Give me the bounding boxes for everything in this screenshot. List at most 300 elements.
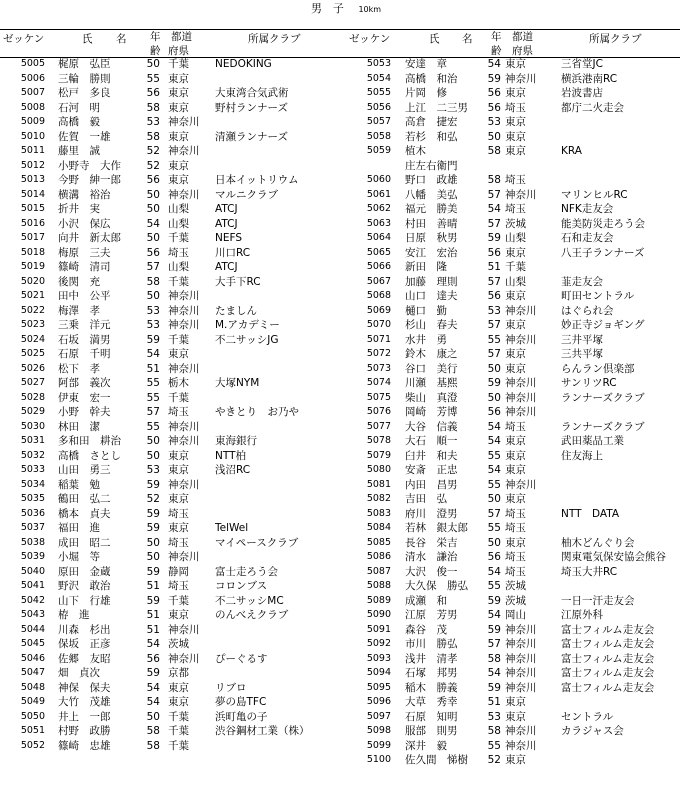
bib-cell: 5049 xyxy=(20,696,45,707)
pref-cell: 東京 xyxy=(505,696,526,708)
age-cell: 56 xyxy=(146,246,160,259)
age-cell: 56 xyxy=(487,101,501,114)
pref-cell: 神奈川 xyxy=(168,478,200,491)
bib-cell: 5080 xyxy=(366,464,391,475)
name-cell: 臼井 和夫 xyxy=(405,449,458,462)
name-cell: 村野 政勝 xyxy=(58,725,111,737)
bib-cell: 5022 xyxy=(20,304,45,316)
bib-cell: 5031 xyxy=(20,435,45,446)
age-cell: 59 xyxy=(487,594,501,607)
bib-cell: 5010 xyxy=(20,130,45,142)
pref-cell: 茨城 xyxy=(168,638,189,650)
pref-cell: 栃木 xyxy=(168,377,189,389)
age-cell: 59 xyxy=(487,232,501,244)
age-cell: 56 xyxy=(146,87,160,99)
pref-cell: 千葉 xyxy=(168,594,189,607)
bib-cell: 5050 xyxy=(20,710,45,722)
bib-cell: 5012 xyxy=(20,159,45,171)
age-cell: 59 xyxy=(487,377,501,389)
bib-cell: 5029 xyxy=(20,406,45,417)
age-cell: 55 xyxy=(146,72,160,85)
bib-cell: 5037 xyxy=(20,522,45,533)
age-cell: 54 xyxy=(146,217,160,230)
pref-cell: 埼玉 xyxy=(505,565,526,578)
name-cell: 後関 充 xyxy=(58,275,100,288)
club-cell: 三共平塚 xyxy=(561,348,603,360)
name-cell: 石坂 満男 xyxy=(58,333,111,346)
name-cell: 小野 幹夫 xyxy=(58,406,111,418)
bib-cell: 5084 xyxy=(366,522,391,533)
header-age-bottom: 齢 xyxy=(150,45,161,57)
pref-cell: 東京 xyxy=(168,159,189,172)
bib-cell: 5041 xyxy=(20,580,45,591)
name-cell: 大竹 茂雄 xyxy=(58,696,111,708)
name-cell: 市川 勝弘 xyxy=(405,638,458,650)
bib-cell: 5087 xyxy=(366,565,391,577)
pref-cell: 神奈川 xyxy=(505,739,537,752)
age-cell: 50 xyxy=(487,536,501,549)
bib-cell: 5083 xyxy=(366,507,391,519)
club-cell: 住友海上 xyxy=(561,449,603,462)
pref-cell: 千葉 xyxy=(168,333,189,346)
pref-cell: 東京 xyxy=(505,754,526,766)
name-cell: 石原 千明 xyxy=(58,348,111,360)
pref-cell: 神奈川 xyxy=(168,551,200,563)
bib-cell: 5064 xyxy=(366,232,391,243)
name-cell: 福元 勝美 xyxy=(405,203,458,215)
header-name-a: 氏 xyxy=(82,33,93,45)
bib-cell: 5054 xyxy=(366,72,391,84)
pref-cell: 神奈川 xyxy=(505,638,537,650)
name-cell: 山下 行雄 xyxy=(58,594,111,607)
name-cell: 庄左右衛門 xyxy=(405,159,458,172)
pref-cell: 千葉 xyxy=(168,58,189,70)
bib-cell: 5100 xyxy=(366,754,391,765)
name-cell: 三輪 勝則 xyxy=(58,72,111,85)
bib-cell: 5013 xyxy=(20,174,45,185)
name-cell: 野口 政雄 xyxy=(405,174,458,186)
club-cell: 不二サッシJG xyxy=(215,333,279,346)
pref-cell: 神奈川 xyxy=(168,319,200,331)
bib-cell: 5096 xyxy=(366,696,391,707)
age-cell: 59 xyxy=(146,478,160,491)
bib-cell: 5028 xyxy=(20,391,45,403)
age-cell: 51 xyxy=(146,623,160,636)
bib-cell: 5052 xyxy=(20,739,45,751)
club-cell: ぴーぐるす xyxy=(215,652,268,665)
bib-cell: 5068 xyxy=(366,290,391,301)
age-cell: 52 xyxy=(146,145,160,157)
name-cell: 石河 明 xyxy=(58,101,100,114)
name-cell: 川瀬 基熙 xyxy=(405,377,458,389)
club-cell: NEDOKING xyxy=(215,58,272,70)
pref-cell: 神奈川 xyxy=(505,333,537,346)
name-cell: 加藤 理則 xyxy=(405,275,458,288)
club-cell: 関東電気保安協会熊谷 xyxy=(561,551,666,563)
name-cell: 長谷 栄吉 xyxy=(405,536,458,549)
bib-cell: 5098 xyxy=(366,725,391,736)
pref-cell: 埼玉 xyxy=(505,420,526,433)
bib-cell: 5099 xyxy=(366,739,391,751)
name-cell: 石原 知明 xyxy=(405,710,458,723)
name-cell: 大石 順一 xyxy=(405,435,458,447)
pref-cell: 茨城 xyxy=(505,594,526,607)
pref-cell: 山梨 xyxy=(168,203,189,215)
bib-cell: 5067 xyxy=(366,275,391,287)
bib-cell: 5020 xyxy=(20,275,45,287)
pref-cell: 山梨 xyxy=(505,232,526,244)
bib-cell: 5025 xyxy=(20,348,45,359)
name-cell: 鶴田 弘二 xyxy=(58,493,111,505)
club-cell: KRA xyxy=(561,145,582,157)
club-cell: NFK走友会 xyxy=(561,203,614,215)
club-cell: NTT柏 xyxy=(215,449,246,462)
header-name-b-right: 名 xyxy=(462,33,473,45)
pref-cell: 東京 xyxy=(505,435,526,447)
age-cell: 57 xyxy=(146,406,160,418)
club-cell: M.アカデミー xyxy=(215,319,280,331)
age-cell: 50 xyxy=(146,188,160,201)
age-cell: 50 xyxy=(146,551,160,563)
pref-cell: 東京 xyxy=(505,362,526,375)
club-cell: 大塚NYM xyxy=(215,377,260,389)
name-cell: 林田 潔 xyxy=(58,420,100,433)
club-cell: 三省堂JC xyxy=(561,58,603,70)
club-cell: 八王子ランナーズ xyxy=(561,246,645,259)
age-cell: 54 xyxy=(487,667,501,679)
title-distance: 10km xyxy=(358,5,382,14)
club-cell: 韮走友会 xyxy=(561,275,603,288)
name-cell: 梅澤 孝 xyxy=(58,304,100,317)
pref-cell: 東京 xyxy=(168,72,189,85)
name-cell: 橋本 貞夫 xyxy=(58,507,111,520)
club-cell: 三井平塚 xyxy=(561,333,603,346)
club-cell: 清瀬ランナーズ xyxy=(215,130,288,143)
age-cell: 53 xyxy=(146,116,160,128)
name-cell: 内田 昌男 xyxy=(405,478,458,491)
bib-cell: 5097 xyxy=(366,710,391,722)
bib-cell: 5071 xyxy=(366,333,391,345)
name-cell: 折井 実 xyxy=(58,203,100,215)
bib-cell: 5048 xyxy=(20,681,45,693)
age-cell: 59 xyxy=(146,522,160,534)
club-cell: 浜町亀の子 xyxy=(215,710,268,723)
bib-cell: 5030 xyxy=(20,420,45,432)
pref-cell: 東京 xyxy=(505,87,526,99)
header-age-top: 年 xyxy=(150,31,161,43)
pref-cell: 東京 xyxy=(168,493,189,505)
name-cell: 大沢 俊一 xyxy=(405,565,458,578)
club-cell: NEFS xyxy=(215,232,243,244)
pref-cell: 神奈川 xyxy=(505,681,537,694)
pref-cell: 神奈川 xyxy=(505,304,537,317)
pref-cell: 東京 xyxy=(168,449,189,462)
name-cell: 八幡 美弘 xyxy=(405,188,458,201)
pref-cell: 神奈川 xyxy=(168,362,200,375)
age-cell: 55 xyxy=(487,522,501,534)
name-cell: 小堀 等 xyxy=(58,551,100,563)
age-cell: 58 xyxy=(487,145,501,157)
club-cell: マルニクラブ xyxy=(215,188,278,201)
club-cell: セントラル xyxy=(561,710,614,723)
age-cell: 58 xyxy=(487,174,501,186)
header-rule-top xyxy=(0,29,680,30)
pref-cell: 埼玉 xyxy=(505,101,526,114)
bib-cell: 5006 xyxy=(20,72,45,84)
pref-cell: 東京 xyxy=(505,319,526,331)
pref-cell: 東京 xyxy=(168,464,189,476)
age-cell: 53 xyxy=(146,319,160,331)
pref-cell: 東京 xyxy=(168,522,189,534)
bib-cell: 5051 xyxy=(20,725,45,736)
pref-cell: 東京 xyxy=(168,609,189,621)
club-cell: 川口RC xyxy=(215,246,251,259)
name-cell: 府川 澄男 xyxy=(405,507,458,520)
club-cell: 大東湾合気武術 xyxy=(215,87,289,99)
name-cell: 川森 杉出 xyxy=(58,623,111,636)
club-cell: TelWel xyxy=(215,522,249,534)
bib-cell: 5021 xyxy=(20,290,45,301)
name-cell: 松戸 多良 xyxy=(58,87,111,99)
bib-cell: 5089 xyxy=(366,594,391,606)
header-pref-bottom: 府県 xyxy=(168,45,189,57)
pref-cell: 東京 xyxy=(505,493,526,505)
age-cell: 59 xyxy=(146,594,160,607)
pref-cell: 東京 xyxy=(168,101,189,114)
age-cell: 59 xyxy=(146,565,160,578)
bib-cell: 5015 xyxy=(20,203,45,214)
club-cell: ATCJ xyxy=(215,217,238,230)
bib-cell: 5073 xyxy=(366,362,391,374)
bib-cell: 5076 xyxy=(366,406,391,417)
pref-cell: 千葉 xyxy=(168,391,189,404)
club-cell: はぐられ会 xyxy=(561,304,614,317)
name-cell: 稲木 勝義 xyxy=(405,681,458,694)
age-cell: 52 xyxy=(487,754,501,766)
name-cell: 新田 隆 xyxy=(405,261,447,273)
age-cell: 50 xyxy=(146,710,160,723)
club-cell: 野村ランナーズ xyxy=(215,101,288,114)
pref-cell: 東京 xyxy=(505,536,526,549)
age-cell: 55 xyxy=(146,377,160,389)
bib-cell: 5032 xyxy=(20,449,45,461)
pref-cell: 山梨 xyxy=(168,217,189,230)
club-cell: 町田セントラル xyxy=(561,290,635,302)
bib-cell: 5045 xyxy=(20,638,45,649)
name-cell: 岡崎 芳博 xyxy=(405,406,458,418)
bib-cell: 5026 xyxy=(20,362,45,374)
pref-cell: 東京 xyxy=(505,116,526,128)
name-cell: 安斎 正忠 xyxy=(405,464,458,476)
pref-cell: 東京 xyxy=(168,87,189,99)
name-cell: 佐賀 一雄 xyxy=(58,130,111,143)
name-cell: 谷口 美行 xyxy=(405,362,458,375)
pref-cell: 埼玉 xyxy=(505,174,526,186)
club-cell: 横浜港南RC xyxy=(561,72,618,85)
bib-cell: 5065 xyxy=(366,246,391,258)
name-cell: 栫 進 xyxy=(58,609,90,621)
club-cell: 柚木どんぐり会 xyxy=(561,536,635,549)
age-cell: 55 xyxy=(487,449,501,462)
name-cell: 佐郷 友昭 xyxy=(58,652,111,665)
name-cell: 高橋 さとし xyxy=(58,449,121,462)
pref-cell: 埼玉 xyxy=(505,551,526,563)
age-cell: 59 xyxy=(487,72,501,85)
age-cell: 58 xyxy=(487,652,501,665)
header-age-bottom-right: 齢 xyxy=(491,45,502,57)
pref-cell: 東京 xyxy=(505,130,526,143)
pref-cell: 東京 xyxy=(168,130,189,143)
name-cell: 服部 則男 xyxy=(405,725,458,737)
age-cell: 50 xyxy=(146,449,160,462)
bib-cell: 5046 xyxy=(20,652,45,664)
age-cell: 55 xyxy=(487,739,501,752)
age-cell: 52 xyxy=(146,159,160,172)
pref-cell: 神奈川 xyxy=(505,406,537,418)
pref-cell: 静岡 xyxy=(168,565,189,578)
pref-cell: 神奈川 xyxy=(505,478,537,491)
bib-cell: 5086 xyxy=(366,551,391,562)
name-cell: 若杉 和弘 xyxy=(405,130,458,143)
age-cell: 53 xyxy=(487,710,501,723)
bib-cell: 5057 xyxy=(366,116,391,127)
pref-cell: 神奈川 xyxy=(505,72,537,85)
pref-cell: 埼玉 xyxy=(168,580,189,592)
age-cell: 54 xyxy=(487,565,501,578)
pref-cell: 神奈川 xyxy=(505,725,537,737)
bib-cell: 5042 xyxy=(20,594,45,606)
age-cell: 56 xyxy=(487,246,501,259)
bib-cell: 5085 xyxy=(366,536,391,548)
age-cell: 50 xyxy=(487,130,501,143)
bib-cell: 5090 xyxy=(366,609,391,620)
pref-cell: 茨城 xyxy=(505,217,526,230)
name-cell: 井上 一郎 xyxy=(58,710,111,723)
club-cell: コロンブス xyxy=(215,580,268,592)
bib-cell: 5075 xyxy=(366,391,391,403)
pref-cell: 神奈川 xyxy=(505,652,537,665)
bib-cell: 5047 xyxy=(20,667,45,678)
name-cell: 江原 芳男 xyxy=(405,609,458,621)
pref-cell: 東京 xyxy=(505,710,526,723)
club-cell: 岩波書店 xyxy=(561,87,603,99)
page-title xyxy=(0,0,692,17)
bib-cell: 5074 xyxy=(366,377,391,388)
bib-cell: 5095 xyxy=(366,681,391,693)
age-cell: 57 xyxy=(146,261,160,273)
age-cell: 55 xyxy=(146,391,160,404)
pref-cell: 東京 xyxy=(168,348,189,360)
name-cell: 梶原 弘臣 xyxy=(58,58,111,70)
pref-cell: 埼玉 xyxy=(168,406,189,418)
club-cell: サンリツRC xyxy=(561,377,617,389)
club-cell: 妙正寺ジョギング xyxy=(561,319,645,331)
bib-cell: 5078 xyxy=(366,435,391,446)
pref-cell: 神奈川 xyxy=(505,377,537,389)
bib-cell: 5036 xyxy=(20,507,45,519)
club-cell: 石和走友会 xyxy=(561,232,614,244)
bib-cell: 5023 xyxy=(20,319,45,330)
bib-cell: 5038 xyxy=(20,536,45,548)
header-pref-top: 都道 xyxy=(171,31,192,43)
age-cell: 51 xyxy=(146,362,160,375)
bib-cell: 5088 xyxy=(366,580,391,591)
bib-cell: 5034 xyxy=(20,478,45,490)
club-cell: らんラン倶楽部 xyxy=(561,362,635,375)
pref-cell: 東京 xyxy=(505,246,526,259)
name-cell: 成田 昭二 xyxy=(58,536,111,549)
name-cell: 水井 勇 xyxy=(405,333,447,346)
age-cell: 50 xyxy=(487,362,501,375)
header-name-a-right: 氏 xyxy=(429,33,440,45)
club-cell: 渋谷鋼材工業（株） xyxy=(215,725,310,737)
age-cell: 58 xyxy=(146,739,160,752)
age-cell: 57 xyxy=(487,348,501,360)
name-cell: 大谷 信義 xyxy=(405,420,458,433)
age-cell: 58 xyxy=(487,725,501,737)
age-cell: 53 xyxy=(487,116,501,128)
bib-cell: 5077 xyxy=(366,420,391,432)
name-cell: 柴山 真澄 xyxy=(405,391,458,404)
pref-cell: 東京 xyxy=(505,449,526,462)
pref-cell: 東京 xyxy=(168,696,189,708)
age-cell: 57 xyxy=(487,638,501,650)
name-cell: 上江 二三男 xyxy=(405,101,468,114)
age-cell: 59 xyxy=(146,667,160,679)
bib-cell: 5040 xyxy=(20,565,45,577)
bib-cell: 5043 xyxy=(20,609,45,620)
name-cell: 深井 毅 xyxy=(405,739,447,752)
name-cell: 梅原 三夫 xyxy=(58,246,111,259)
name-cell: 小野寺 大作 xyxy=(58,159,121,172)
age-cell: 50 xyxy=(487,391,501,404)
pref-cell: 神奈川 xyxy=(505,391,537,404)
club-cell: 不二サッシMC xyxy=(215,594,284,607)
bib-cell: 5061 xyxy=(366,188,391,200)
age-cell: 50 xyxy=(146,290,160,302)
club-cell: 富士フィルム走友会 xyxy=(561,623,655,636)
pref-cell: 千葉 xyxy=(168,710,189,723)
age-cell: 59 xyxy=(146,507,160,520)
bib-cell: 5070 xyxy=(366,319,391,330)
name-cell: 阿部 義次 xyxy=(58,377,111,389)
club-cell: 夢の島TFC xyxy=(215,696,267,708)
name-cell: 今野 紳一郎 xyxy=(58,174,121,186)
club-cell: カラジャス会 xyxy=(561,725,624,737)
age-cell: 57 xyxy=(487,507,501,520)
bib-cell: 5017 xyxy=(20,232,45,243)
bib-cell: 5066 xyxy=(366,261,391,272)
pref-cell: 神奈川 xyxy=(505,667,537,679)
pref-cell: 東京 xyxy=(505,145,526,157)
bib-cell: 5014 xyxy=(20,188,45,200)
name-cell: 清水 謙治 xyxy=(405,551,458,563)
club-cell: マリンヒルRC xyxy=(561,188,628,201)
age-cell: 53 xyxy=(487,304,501,317)
name-cell: 浅井 清孝 xyxy=(405,652,458,665)
name-cell: 畑 貞次 xyxy=(58,667,100,679)
name-cell: 大久保 勝弘 xyxy=(405,580,468,592)
pref-cell: 東京 xyxy=(505,290,526,302)
club-cell: 富士フィルム走友会 xyxy=(561,667,655,679)
pref-cell: 千葉 xyxy=(168,739,189,752)
pref-cell: 神奈川 xyxy=(168,435,200,447)
age-cell: 51 xyxy=(146,580,160,592)
bib-cell: 5094 xyxy=(366,667,391,678)
name-cell: 山口 達夫 xyxy=(405,290,458,302)
age-cell: 54 xyxy=(487,464,501,476)
age-cell: 54 xyxy=(146,348,160,360)
